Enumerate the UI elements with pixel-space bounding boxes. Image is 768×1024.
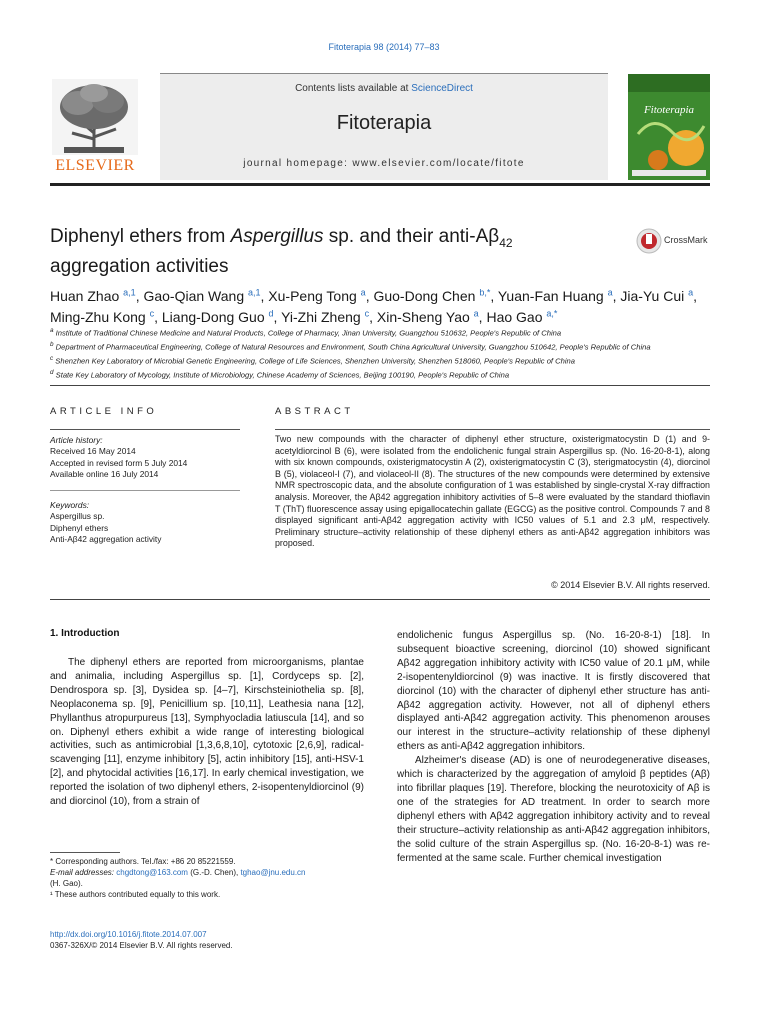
affiliation-item: $^d$ State Key Laboratory of Mycology, Institute of Microbiology, Chinese Academy of Sciences, Beijing 100190, People's Republic of China bbox=[50, 369, 510, 380]
contents-prefix: Contents lists available at bbox=[295, 83, 412, 94]
author: Liang-Dong Guo $^d$, bbox=[161, 308, 282, 326]
keywords bbox=[50, 500, 250, 546]
email-link[interactable]: chgdtong@163.com bbox=[116, 868, 188, 877]
affiliation-item: $^b$ Department of Pharmaceutical Engineering, College of Natural Resources and Environment, South China Agricultural University, Guangzhou 510642, People's Republic of China bbox=[50, 341, 651, 352]
author-affiliation-mark[interactable]: c bbox=[149, 308, 155, 319]
author-affiliation-mark[interactable]: a bbox=[473, 308, 479, 319]
journal-citation-link[interactable]: Fitoterapia 98 (2014) 77–83 bbox=[328, 42, 440, 52]
keywords-label: Keywords: bbox=[50, 500, 90, 510]
sciencedirect-link[interactable]: ScienceDirect bbox=[411, 83, 473, 94]
crossmark-button[interactable] bbox=[636, 228, 716, 256]
body-paragraph: endolichenic fungus Aspergillus sp. (No. 16-20-8-1) [18]. In subsequent bioactive screening, diorcinol (10) showed significant Aβ42 aggregation inhibitory activity with IC50 value of 20.1 μM, while 2-isopentenyldiorcinol (9) was inactive. It is firstly discovered that diorcinol (10) with the character of diphenyl ether structure has anti-Aβ42 aggregation activity. However, not all of diphenyl ethers displayed anti-Aβ42 aggregation activity. This phenomenon arouses our interest in the structure–activity relationship of these diphenyl ethers as anti-Aβ42 aggregation inhibitors. bbox=[397, 630, 710, 753]
email-label: E-mail addresses: bbox=[50, 868, 117, 877]
title-line-2: aggregation activities bbox=[50, 255, 229, 277]
author: Xin-Sheng Yao $^a$, bbox=[376, 308, 487, 326]
homepage-prefix: journal homepage: bbox=[243, 158, 353, 169]
journal-banner bbox=[160, 74, 608, 180]
crossmark-label: CrossMark bbox=[664, 235, 708, 245]
footnotes bbox=[50, 856, 370, 900]
author-affiliation-mark[interactable]: c bbox=[364, 308, 370, 319]
journal-title: Fitoterapia bbox=[336, 112, 432, 134]
keyword-item: Anti-Aβ42 aggregation activity bbox=[50, 534, 162, 545]
footnote-emails bbox=[50, 867, 370, 889]
abstract-heading: ABSTRACT bbox=[275, 406, 354, 417]
abstract-copyright: © 2014 Elsevier B.V. All rights reserved. bbox=[551, 580, 710, 590]
author-affiliation-mark[interactable]: a bbox=[607, 287, 613, 297]
header-rule bbox=[50, 183, 710, 186]
author-affiliation-mark[interactable]: a,1 bbox=[123, 287, 136, 297]
history-item: Accepted in revised form 5 July 2014 bbox=[50, 457, 188, 468]
author: Xu-Peng Tong $^a$, bbox=[268, 287, 374, 304]
keyword-item: Diphenyl ethers bbox=[50, 522, 109, 533]
body-column-right bbox=[397, 629, 710, 865]
email-owner: (H. Gao). bbox=[50, 879, 83, 888]
homepage-url-link[interactable]: www.elsevier.com/locate/fitote bbox=[352, 158, 525, 169]
article-history bbox=[50, 435, 250, 481]
history-item: Available online 16 July 2014 bbox=[50, 469, 159, 480]
cover-title: Fitoterapia bbox=[643, 104, 695, 116]
author-affiliation-mark[interactable]: a,* bbox=[546, 308, 558, 319]
author: Huan Zhao $^{a,1}$, bbox=[50, 287, 144, 304]
keywords-rule bbox=[50, 490, 240, 491]
author: Guo-Dong Chen $^{b,*}$, bbox=[373, 287, 498, 304]
author: Ming-Zhu Kong $^c$, bbox=[50, 308, 162, 326]
history-item: Received 16 May 2014 bbox=[50, 446, 136, 457]
contents-line bbox=[160, 83, 608, 94]
affiliation-item: $^c$ Shenzhen Key Laboratory of Microbial Genetic Engineering, College of Life Sciences, Shenzhen University, Shenzhen 518060, People's Republic of China bbox=[50, 355, 575, 366]
author: Hao Gao $^{a,*}$ bbox=[486, 308, 558, 326]
history-label: Article history: bbox=[50, 435, 103, 445]
author: Yuan-Fan Huang $^a$, bbox=[497, 287, 621, 304]
abstract-text: Two new compounds with the character of diphenyl ether structure, oxisterigmatocystin D (1) and 9-acetyldiorcinol B (6), were isolated from the endolichenic fungal strain Aspergillus sp. (No. 16-20-8-1), along with six known compounds, oxisterigmatocystin A (2), oxisterigmatocystin C (3), sterigmatocystin (4), diorcinol B (5), violaceol-I (7), and violaceol-II (8). The structures of the new compounds were determined by extensive NMR spectroscopic data, and the absolute configuration of 1 was established by single-crystal X-ray diffraction analysis. Moreover, the Aβ42 aggregation inhibitory activities of 5–8 were evaluated by the standard thioflavin T (ThT) fluorescence assay using epigallocatechin gallate (EGCG) as the positive control. Compounds 7 and 8 displayed significant anti-Aβ42 aggregation activity with IC50 values of 5.1 and 2.3 μM, respectively. Preliminary structure–activity relationship of these diphenyl ethers as anti-Aβ42 aggregation inhibitors was proposed. bbox=[275, 434, 710, 549]
author-affiliation-mark[interactable]: b,* bbox=[479, 287, 491, 297]
title-text-2: sp. and their anti-Aβ bbox=[323, 226, 500, 247]
publisher-name: ELSEVIER bbox=[55, 157, 135, 174]
section-heading-introduction: 1. Introduction bbox=[50, 628, 120, 639]
footnote-equal-contribution: ¹ These authors contributed equally to this work. bbox=[50, 890, 221, 899]
author-list bbox=[50, 283, 710, 326]
body-column-left bbox=[50, 656, 364, 809]
article-info-rule bbox=[50, 429, 240, 430]
journal-homepage-line bbox=[160, 158, 608, 169]
author: Gao-Qian Wang $^{a,1}$, bbox=[143, 287, 269, 304]
author-affiliation-mark[interactable]: a bbox=[688, 287, 694, 297]
email-link[interactable]: tghao@jnu.edu.cn bbox=[240, 868, 306, 877]
affiliation-item: $^a$ Institute of Traditional Chinese Medicine and Natural Products, College of Pharmacy, Jinan University, Guangzhou 510632, People's Republic of China bbox=[50, 327, 562, 338]
author: Yi-Zhi Zheng $^c$, bbox=[281, 308, 377, 326]
abstract-rule bbox=[275, 429, 710, 430]
body-paragraph: Alzheimer's disease (AD) is one of neurodegenerative diseases, which is characterized by the aggregation of amyloid β peptides (Aβ) into fibrillar plaques [19]. Therefore, blocking the neurotoxicity of Aβ is one of the strategies for AD treatment. In order to search more diphenyl ethers with Aβ42 aggregation inhibitory activity and to reveal their structure–activity relationship as anti-Aβ42 aggregation inhibitors, the solid culture of the strain Aspergillus sp. (No. 16-20-8-1) was re-fermented at the same scale. Further chemical investigation bbox=[397, 755, 710, 864]
issn-line: 0367-326X/© 2014 Elsevier B.V. All rights reserved. bbox=[50, 941, 233, 950]
author-affiliation-mark[interactable]: a bbox=[360, 287, 366, 297]
journal-cover-icon bbox=[628, 74, 710, 180]
title-italic: Aspergillus bbox=[230, 226, 324, 247]
footnote-corresponding: * Corresponding authors. Tel./fax: +86 20 85221559. bbox=[50, 857, 236, 866]
author-affiliation-mark[interactable]: d bbox=[268, 308, 274, 319]
affiliation-rule bbox=[50, 385, 710, 386]
title-subscript: 42 bbox=[499, 235, 513, 250]
title-text-1: Diphenyl ethers from bbox=[50, 226, 231, 247]
article-title bbox=[50, 225, 610, 278]
email-owner: (G.-D. Chen), bbox=[187, 868, 241, 877]
doi-link[interactable]: http://dx.doi.org/10.1016/j.fitote.2014.07.007 bbox=[50, 930, 207, 939]
body-paragraph: The diphenyl ethers are reported from microorganisms, plantae and animalia, including Aspergillus sp. [1], Cordyceps sp. [2], Dendrospora sp. [3], Dysidea sp. [4–7], Kirschsteiniothelia sp. [8], Neoplaconema sp. [9], Penicillium sp. [10,11], Leathesia nana [12], Phyllanthus atropurpureus [13], Symphyocladia latiuscula [14], and so on. Diphenyl ethers exhibit a wide range of interesting biological activities, such as antimicrobial [1,3,6,8,10], cytotoxic [2,6,9], radical-scavenging [11], enzyme inhibitory [5], actin inhibitory [15], anti-HSV-1 [2], and phytocidal activities [16,17]. In early chemical investigation, we reported the isolation of two diphenyl ethers, 2-isopentenyldiorcinol (9) and diorcinol (10), from a strain of bbox=[50, 657, 364, 808]
abstract-bottom-rule bbox=[50, 599, 710, 600]
author-affiliation-mark[interactable]: a,1 bbox=[248, 287, 261, 297]
footnote-rule bbox=[50, 852, 120, 853]
crossmark-icon bbox=[636, 228, 662, 254]
journal-cover-image bbox=[628, 74, 710, 180]
affiliations bbox=[50, 325, 720, 381]
author: Jia-Yu Cui $^a$, bbox=[620, 287, 698, 304]
elsevier-logo bbox=[50, 77, 140, 177]
article-info-heading: ARTICLE INFO bbox=[50, 406, 158, 417]
keyword-item: Aspergillus sp. bbox=[50, 511, 105, 522]
